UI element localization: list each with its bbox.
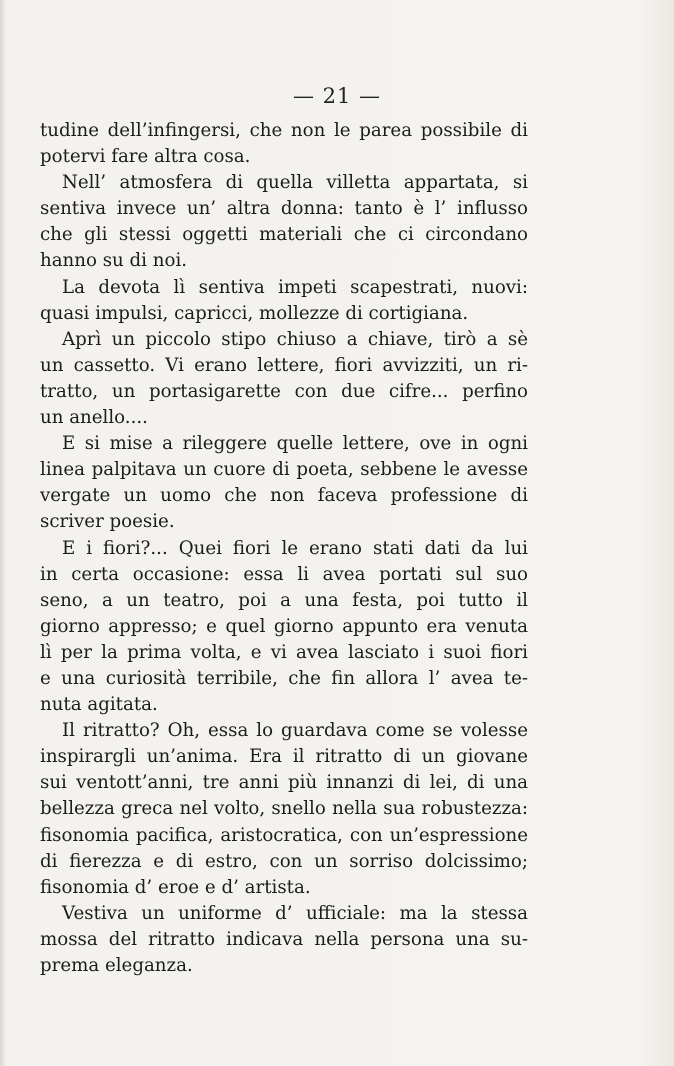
text-line: in certa occasione: essa li avea portati sul suo (40, 563, 528, 585)
text-line: potervi fare altra cosa. (40, 146, 251, 168)
page-number: — 21 — (292, 84, 382, 108)
text-line: tudine dell’infingersi, che non le parea possibile di (40, 120, 528, 141)
text-line: La devota lì sentiva impeti scapestrati, nuovi: (62, 276, 528, 298)
text-line: fisonomia pacifica, aristocratica, con un’espressione (40, 824, 528, 846)
text-line: Il ritratto? Oh, essa lo guardava come se volesse (62, 720, 528, 742)
text-line: scriver poesie. (40, 511, 175, 533)
text-line: Nell’ atmosfera di quella villetta appartata, si (62, 172, 528, 194)
text-line: E si mise a rileggere quelle lettere, ove in ogni (62, 433, 528, 455)
text-line: di fierezza e di estro, con un sorriso dolcissimo; (40, 850, 528, 872)
text-line: e una curiosità terribile, che fin allora l’ avea te- (40, 667, 528, 689)
text-line: che gli stessi oggetti materiali che ci circondano (40, 224, 528, 246)
text-line: Vestiva un uniforme d’ ufficiale: ma la stessa (62, 902, 528, 924)
text-line: bellezza greca nel volto, snello nella sua robustezza: (40, 798, 528, 820)
text-line: E i fiori?... Quei fiori le erano stati dati da lui (62, 537, 528, 559)
body-text (40, 118, 528, 979)
text-line: inspirargli un’anima. Era il ritratto di un giovane (40, 746, 528, 768)
text-line: Aprì un piccolo stipo chiuso a chiave, tirò a sè (62, 328, 528, 350)
text-line: un cassetto. Vi erano lettere, fiori avvizziti, un ri- (40, 354, 528, 376)
text-line: seno, a un teatro, poi a una festa, poi tutto il (40, 589, 528, 611)
text-line: vergate un uomo che non faceva professione di (40, 485, 528, 507)
text-line: linea palpitava un cuore di poeta, sebbene le avesse (40, 459, 528, 481)
text-line: un anello.... (40, 407, 148, 429)
text-line: sui ventott’anni, tre anni più innanzi di lei, di una (40, 772, 528, 794)
text-line: tratto, un portasigarette con due cifre... perfino (40, 380, 528, 402)
text-line: lì per la prima volta, e vi avea lasciato i suoi fiori (40, 641, 528, 663)
text-line: giorno appresso; e quel giorno appunto era venuta (40, 615, 528, 637)
text-line: nuta agitata. (40, 694, 158, 716)
text-line: hanno su di noi. (40, 250, 188, 272)
text-line: sentiva invece un’ altra donna: tanto è l’ influsso (40, 198, 528, 220)
text-line: prema eleganza. (40, 955, 193, 976)
text-line: fisonomia d’ eroe e d’ artista. (40, 876, 311, 898)
text-line: mossa del ritratto indicava nella persona una su- (40, 928, 528, 950)
text-line: quasi impulsi, capricci, mollezze di cortigiana. (40, 302, 469, 324)
